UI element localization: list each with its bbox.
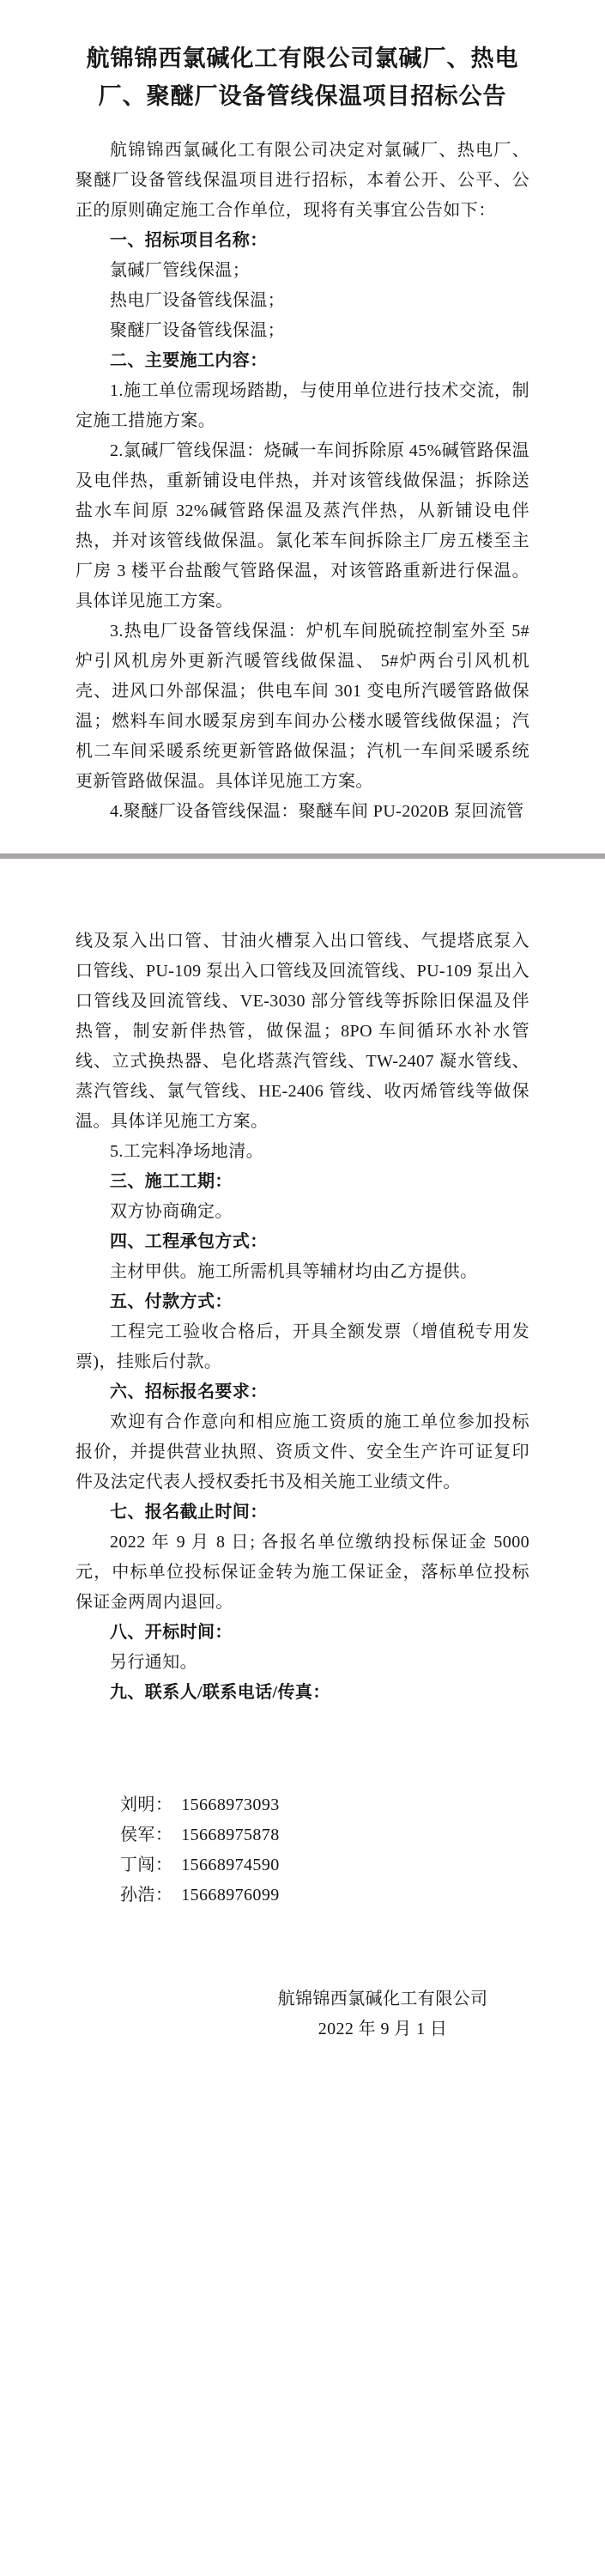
content-item-3: 3.热电厂设备管线保温：炉机车间脱硫控制室外至 5#炉引风机房外更新汽暖管线做保温、 5#炉两台引风机机壳、进风口外部保温；供电车间 301 变电所汽暖管路做保温；燃料车间水暖泵房到车间办公楼水暖管线做保温；汽机二车间采暖系统更新管路做保温；汽机一车间采暖系统更新管路做保温。具体详见施工方案。 — [76, 622, 529, 791]
contact-colon: ： — [154, 1886, 173, 1905]
project-name-item: 氯碱厂管线保温； — [110, 261, 251, 280]
section-4-text: 主材甲供。施工所需机具等辅材均由乙方提供。 — [110, 1262, 478, 1281]
section-5-heading: 五、付款方式： — [110, 1292, 233, 1311]
page-separator — [0, 853, 605, 860]
section-6-text: 欢迎有合作意向和相应施工资质的施工单位参加投标报价，并提供营业执照、资质文件、安全生产许可证复印件及法定代表人授权委托书及相关施工业绩文件。 — [76, 1413, 529, 1492]
section-5-text: 工程完工验收合格后，开具全额发票（增值税专用发票)，挂账后付款。 — [76, 1322, 529, 1371]
section-8-heading: 八、开标时间： — [110, 1623, 233, 1642]
signature-company: 航锦锦西氯碱化工有限公司 — [277, 1990, 488, 2008]
project-name-item: 聚醚厂设备管线保温； — [110, 321, 285, 340]
contact-phone: 15668976099 — [181, 1886, 280, 1905]
intro-paragraph: 航锦锦西氯碱化工有限公司决定对氯碱厂、热电厂、聚醚厂设备管线保温项目进行招标，本着公开、公平、公正的原则确定施工合作单位，现将有关事宜公告如下： — [76, 141, 529, 220]
section-4-heading: 四、工程承包方式： — [110, 1232, 268, 1251]
content-item-2: 2.氯碱厂管线保温：烧碱一车间拆除原 45%碱管路保温及电伴热，重新铺设电伴热，并对该管线做保温；拆除送盐水车间原 32%碱管路保温及蒸汽伴热，从新铺设电伴热，并对该管线做保温。氯化苯车间拆除主厂房五楼至主厂房 3 楼平台盐酸气管路保温，对该管路重新进行保温。具体详见施工方案。 — [76, 441, 529, 611]
contact-colon: ： — [154, 1856, 173, 1874]
section-3-text: 双方协商确定。 — [110, 1202, 233, 1221]
contact-line — [120, 1880, 529, 1911]
page-2 — [0, 860, 605, 2576]
section-7-text: 2022 年 9 月 8 日; 各报名单位缴纳投标保证金 5000 元，中标单位投标保证金转为施工保证金，落标单位投标保证金两周内退回。 — [76, 1533, 529, 1612]
section-2-heading: 二、主要施工内容： — [110, 351, 268, 370]
section-3-heading: 三、施工工期： — [110, 1172, 233, 1191]
document-title: 航锦锦西氯碱化工有限公司氯碱厂、热电厂、聚醚厂设备管线保温项目招标公告 — [86, 46, 519, 109]
section-9-heading: 九、联系人/联系电话/传真： — [110, 1683, 330, 1702]
contact-line — [120, 1790, 529, 1820]
contact-name: 刘明 — [120, 1795, 155, 1814]
signature-block — [271, 1984, 494, 2044]
section-6-heading: 六、招标报名要求： — [110, 1382, 268, 1401]
contact-name: 孙浩 — [120, 1886, 155, 1905]
content-item-4-continuation: 线及泵入出口管、甘油火槽泵入出口管线、气提塔底泵入口管线、PU-109 泵出入口管线及回流管线、PU-109 泵出入口管线及回流管线、VE-3030 部分管线等拆除旧保温及伴热管，制安新伴热管，做保温；8PO 车间循环水补水管线、立式换热器、皂化塔蒸汽管线、TW-2407 凝水管线、蒸汽管线、氯气管线、HE-2406 管线、收丙烯管线等做保温。具体详见施工方案。 — [76, 932, 529, 1131]
content-item-1: 1.施工单位需现场踏勘，与使用单位进行技术交流，制定施工措施方案。 — [76, 381, 529, 430]
page-1 — [0, 0, 605, 853]
section-1-heading: 一、招标项目名称： — [110, 231, 268, 250]
contact-phone: 15668975878 — [181, 1826, 280, 1844]
contact-name: 侯军 — [120, 1826, 155, 1844]
contact-phone: 15668974590 — [181, 1856, 280, 1874]
content-item-4: 4.聚醚厂设备管线保温：聚醚车间 PU-2020B 泵回流管 — [110, 802, 524, 821]
contact-phone: 15668973093 — [181, 1795, 280, 1814]
contact-line — [120, 1820, 529, 1850]
content-item-5: 5.工完料净场地清。 — [110, 1142, 263, 1161]
contact-colon: ： — [154, 1795, 173, 1814]
contact-colon: ： — [154, 1826, 173, 1844]
project-name-item: 热电厂设备管线保温； — [110, 291, 285, 310]
contact-list — [76, 1790, 529, 1911]
section-8-text: 另行通知。 — [110, 1653, 197, 1672]
section-7-heading: 七、报名截止时间： — [110, 1503, 268, 1522]
signature-date: 2022 年 9 月 1 日 — [318, 2020, 448, 2038]
contact-name: 丁闯 — [120, 1856, 155, 1874]
contact-line — [120, 1850, 529, 1880]
